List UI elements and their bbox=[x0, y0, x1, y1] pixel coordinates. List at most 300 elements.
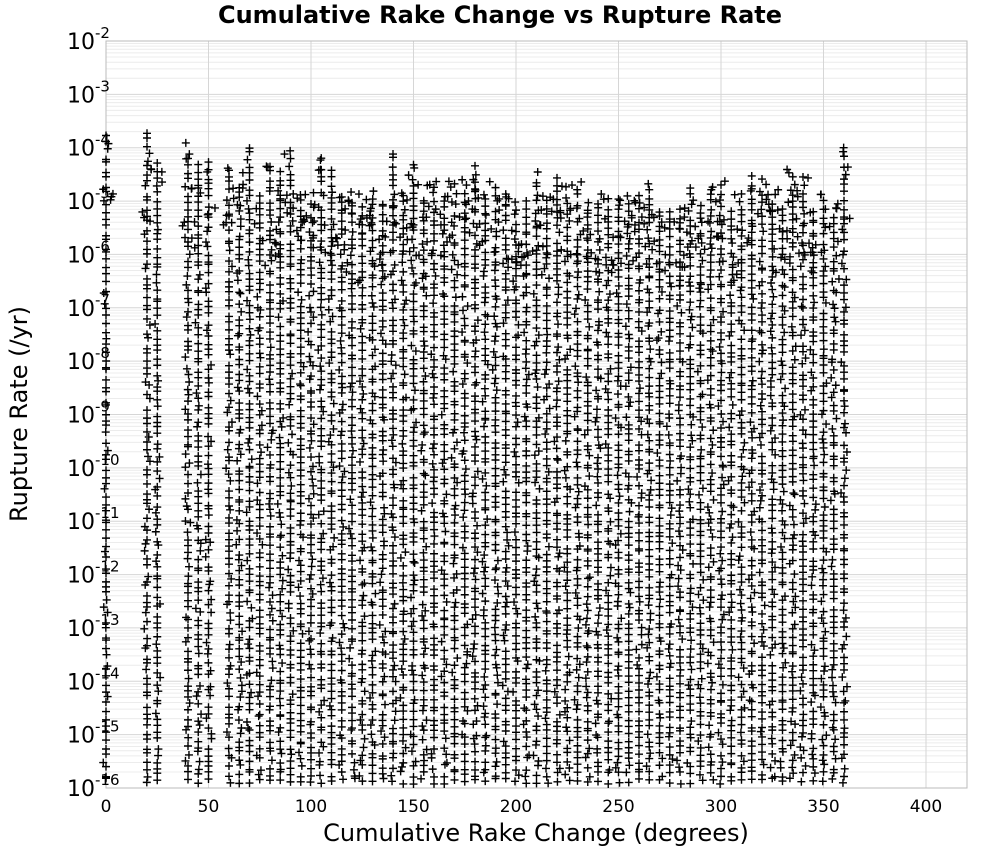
data-point bbox=[420, 556, 428, 564]
data-point bbox=[143, 349, 151, 357]
data-point bbox=[379, 386, 387, 394]
data-point bbox=[439, 230, 447, 238]
data-point bbox=[389, 415, 397, 423]
data-point bbox=[369, 454, 377, 462]
data-point bbox=[225, 390, 233, 398]
data-point bbox=[604, 340, 612, 348]
data-point bbox=[410, 741, 418, 749]
data-point bbox=[626, 604, 634, 612]
data-point bbox=[268, 604, 276, 612]
data-point bbox=[533, 404, 541, 412]
data-point bbox=[268, 756, 276, 764]
data-point bbox=[452, 599, 460, 607]
data-point bbox=[676, 706, 684, 714]
data-point bbox=[420, 768, 428, 776]
data-point bbox=[253, 392, 261, 400]
data-point bbox=[481, 582, 489, 590]
data-point bbox=[328, 379, 336, 387]
data-point bbox=[429, 370, 437, 378]
data-point bbox=[632, 645, 640, 653]
data-point bbox=[666, 295, 674, 303]
data-point bbox=[502, 375, 510, 383]
data-point bbox=[184, 326, 192, 334]
data-point bbox=[317, 623, 325, 631]
data-point bbox=[545, 468, 553, 476]
data-point bbox=[287, 620, 295, 628]
data-point bbox=[410, 244, 418, 252]
data-point bbox=[185, 378, 193, 386]
data-point bbox=[338, 612, 346, 620]
data-point bbox=[246, 446, 254, 454]
data-point bbox=[369, 492, 377, 500]
data-point bbox=[277, 531, 285, 539]
data-point bbox=[615, 554, 623, 562]
data-point bbox=[656, 409, 664, 417]
data-point bbox=[184, 308, 192, 316]
data-point bbox=[317, 714, 325, 722]
data-point bbox=[615, 638, 623, 646]
data-point bbox=[369, 611, 377, 619]
data-point bbox=[562, 582, 570, 590]
data-point bbox=[656, 374, 664, 382]
data-point bbox=[676, 421, 684, 429]
data-point bbox=[502, 610, 510, 618]
data-point bbox=[594, 326, 602, 334]
data-point bbox=[153, 681, 161, 689]
data-point bbox=[369, 299, 377, 307]
data-point bbox=[235, 620, 243, 628]
data-point bbox=[316, 156, 324, 164]
data-point bbox=[625, 754, 633, 762]
data-point bbox=[318, 311, 326, 319]
data-point bbox=[480, 673, 488, 681]
data-point bbox=[543, 462, 551, 470]
data-point bbox=[238, 687, 246, 695]
data-point bbox=[276, 351, 284, 359]
data-point bbox=[604, 296, 612, 304]
data-point bbox=[400, 300, 408, 308]
data-point bbox=[235, 485, 243, 493]
data-point bbox=[500, 466, 508, 474]
data-point bbox=[297, 509, 305, 517]
data-point bbox=[296, 521, 304, 529]
data-point bbox=[616, 233, 624, 241]
data-point bbox=[604, 244, 612, 252]
data-point bbox=[430, 374, 438, 382]
data-point bbox=[338, 427, 346, 435]
data-point bbox=[676, 225, 684, 233]
data-point bbox=[194, 588, 202, 596]
data-point bbox=[360, 440, 368, 448]
data-point bbox=[194, 212, 202, 220]
data-point bbox=[224, 446, 232, 454]
data-point bbox=[421, 644, 429, 652]
data-point bbox=[328, 234, 336, 242]
data-point bbox=[194, 331, 202, 339]
data-point bbox=[407, 342, 415, 350]
data-point bbox=[461, 757, 469, 765]
data-point bbox=[686, 747, 694, 755]
data-point bbox=[666, 251, 674, 259]
data-point bbox=[328, 587, 336, 595]
data-point bbox=[657, 369, 665, 377]
data-point bbox=[615, 752, 623, 760]
data-point bbox=[522, 742, 530, 750]
data-point bbox=[306, 575, 314, 583]
data-point bbox=[656, 722, 664, 730]
data-column bbox=[138, 129, 155, 786]
data-point bbox=[328, 458, 336, 466]
data-point bbox=[568, 181, 576, 189]
data-point bbox=[369, 527, 377, 535]
data-point bbox=[635, 406, 643, 414]
data-point bbox=[348, 403, 356, 411]
data-point bbox=[246, 406, 254, 414]
data-point bbox=[275, 509, 283, 517]
data-point bbox=[143, 428, 151, 436]
data-point bbox=[481, 521, 489, 529]
data-point bbox=[440, 727, 448, 735]
data-point bbox=[553, 699, 561, 707]
data-point bbox=[102, 173, 110, 181]
data-point bbox=[531, 451, 539, 459]
data-point bbox=[636, 384, 644, 392]
data-point bbox=[389, 764, 397, 772]
data-point bbox=[205, 587, 213, 595]
data-point bbox=[276, 491, 284, 499]
data-point bbox=[553, 727, 561, 735]
data-point bbox=[615, 695, 623, 703]
data-point bbox=[493, 758, 501, 766]
data-point bbox=[553, 484, 561, 492]
data-point bbox=[543, 235, 551, 243]
data-point bbox=[358, 396, 366, 404]
data-point bbox=[553, 658, 561, 666]
data-point bbox=[398, 440, 406, 448]
data-point bbox=[359, 592, 367, 600]
data-point bbox=[225, 745, 233, 753]
data-point bbox=[234, 383, 242, 391]
data-point bbox=[461, 402, 469, 410]
data-point bbox=[294, 288, 302, 296]
data-point bbox=[327, 249, 335, 257]
data-point bbox=[645, 393, 653, 401]
data-point bbox=[644, 431, 652, 439]
data-point bbox=[287, 353, 295, 361]
data-point bbox=[615, 446, 623, 454]
data-point bbox=[369, 754, 377, 762]
data-point bbox=[623, 192, 631, 200]
data-point bbox=[399, 268, 407, 276]
data-point bbox=[586, 773, 594, 781]
data-point bbox=[102, 651, 110, 659]
data-point bbox=[144, 773, 152, 781]
data-point bbox=[102, 750, 110, 758]
data-point bbox=[656, 491, 664, 499]
data-point bbox=[607, 564, 615, 572]
data-point bbox=[338, 350, 346, 358]
data-point bbox=[534, 604, 542, 612]
data-point bbox=[553, 277, 561, 285]
data-point bbox=[461, 591, 469, 599]
data-point bbox=[635, 592, 643, 600]
data-point bbox=[153, 245, 161, 253]
data-point bbox=[458, 293, 466, 301]
data-point bbox=[420, 567, 428, 575]
data-point bbox=[615, 364, 623, 372]
data-point bbox=[440, 704, 448, 712]
data-point bbox=[533, 431, 541, 439]
data-point bbox=[625, 610, 633, 618]
data-point bbox=[244, 724, 252, 732]
data-point bbox=[194, 288, 202, 296]
data-point bbox=[574, 426, 582, 434]
data-point bbox=[377, 329, 385, 337]
data-point bbox=[235, 361, 243, 369]
data-point bbox=[348, 501, 356, 509]
data-point bbox=[451, 768, 459, 776]
data-point bbox=[563, 727, 571, 735]
data-point bbox=[604, 490, 612, 498]
data-point bbox=[142, 665, 150, 673]
data-point bbox=[594, 204, 602, 212]
data-point bbox=[492, 546, 500, 554]
data-point bbox=[533, 182, 541, 190]
data-point bbox=[522, 706, 530, 714]
data-point bbox=[461, 283, 469, 291]
data-point bbox=[227, 397, 235, 405]
data-point bbox=[225, 762, 233, 770]
data-point bbox=[449, 251, 457, 259]
data-point bbox=[656, 603, 664, 611]
data-point bbox=[676, 240, 684, 248]
data-point bbox=[143, 603, 151, 611]
data-point bbox=[471, 327, 479, 335]
data-point bbox=[653, 449, 661, 457]
data-point bbox=[462, 660, 470, 668]
data-point bbox=[594, 227, 602, 235]
data-point bbox=[635, 537, 643, 545]
data-point bbox=[235, 399, 243, 407]
data-point bbox=[267, 343, 275, 351]
data-point bbox=[430, 230, 438, 238]
data-point bbox=[369, 326, 377, 334]
data-point bbox=[615, 499, 623, 507]
data-point bbox=[410, 379, 418, 387]
data-point bbox=[461, 190, 469, 198]
data-point bbox=[471, 758, 479, 766]
data-point bbox=[574, 273, 582, 281]
data-point bbox=[686, 531, 694, 539]
data-point bbox=[338, 588, 346, 596]
data-point bbox=[606, 572, 614, 580]
data-point bbox=[276, 533, 284, 541]
data-point bbox=[604, 780, 612, 788]
data-point bbox=[287, 304, 295, 312]
data-point bbox=[297, 196, 305, 204]
data-point bbox=[451, 502, 459, 510]
data-point bbox=[369, 671, 377, 679]
data-point bbox=[563, 390, 571, 398]
data-point bbox=[317, 538, 325, 546]
data-point bbox=[481, 195, 489, 203]
data-point bbox=[276, 631, 284, 639]
data-point bbox=[625, 292, 633, 300]
data-point bbox=[184, 693, 192, 701]
data-point bbox=[143, 177, 151, 185]
data-point bbox=[686, 464, 694, 472]
data-point bbox=[357, 325, 365, 333]
data-point bbox=[399, 288, 407, 296]
data-point bbox=[307, 650, 315, 658]
data-point bbox=[563, 412, 571, 420]
data-point bbox=[225, 346, 233, 354]
data-point bbox=[471, 595, 479, 603]
data-point bbox=[616, 492, 624, 500]
data-point bbox=[152, 640, 160, 648]
data-point bbox=[194, 779, 202, 787]
data-point bbox=[522, 521, 530, 529]
data-point bbox=[346, 644, 354, 652]
data-point bbox=[481, 625, 489, 633]
data-point bbox=[246, 487, 254, 495]
data-point bbox=[398, 763, 406, 771]
data-point bbox=[626, 398, 634, 406]
data-point bbox=[399, 715, 407, 723]
data-point bbox=[461, 609, 469, 617]
data-point bbox=[307, 280, 315, 288]
data-point bbox=[493, 386, 501, 394]
data-point bbox=[358, 637, 366, 645]
data-point bbox=[328, 608, 336, 616]
data-point bbox=[461, 412, 469, 420]
data-point bbox=[522, 350, 530, 358]
data-point bbox=[512, 402, 520, 410]
data-point bbox=[154, 377, 162, 385]
data-point bbox=[399, 464, 407, 472]
data-point bbox=[348, 709, 356, 717]
data-point bbox=[686, 628, 694, 636]
data-point bbox=[512, 707, 520, 715]
data-point bbox=[399, 657, 407, 665]
data-point bbox=[102, 428, 110, 436]
data-point bbox=[531, 700, 539, 708]
data-point bbox=[481, 574, 489, 582]
data-point bbox=[430, 291, 438, 299]
data-point bbox=[635, 775, 643, 783]
data-point bbox=[553, 751, 561, 759]
data-point bbox=[225, 427, 233, 435]
data-point bbox=[604, 333, 612, 341]
data-point bbox=[276, 724, 284, 732]
data-point bbox=[676, 339, 684, 347]
data-point bbox=[420, 480, 428, 488]
data-point bbox=[266, 693, 274, 701]
data-point bbox=[358, 355, 366, 363]
data-point bbox=[194, 394, 202, 402]
data-point bbox=[584, 778, 592, 786]
data-point bbox=[428, 499, 436, 507]
data-point bbox=[307, 271, 315, 279]
data-point bbox=[276, 195, 284, 203]
data-point bbox=[143, 703, 151, 711]
data-point bbox=[185, 298, 193, 306]
data-point bbox=[492, 353, 500, 361]
data-point bbox=[604, 612, 612, 620]
data-point bbox=[410, 182, 418, 190]
data-point bbox=[594, 528, 602, 536]
data-point bbox=[493, 671, 501, 679]
data-point bbox=[410, 773, 418, 781]
data-point bbox=[338, 440, 346, 448]
data-point bbox=[317, 414, 325, 422]
data-point bbox=[614, 602, 622, 610]
data-point bbox=[522, 389, 530, 397]
data-point bbox=[574, 716, 582, 724]
data-point bbox=[328, 339, 336, 347]
data-point bbox=[451, 256, 459, 264]
data-point bbox=[359, 390, 367, 398]
data-point bbox=[223, 679, 231, 687]
data-column bbox=[629, 192, 649, 783]
data-point bbox=[143, 561, 151, 569]
data-point bbox=[301, 191, 309, 199]
data-point bbox=[317, 442, 325, 450]
data-point bbox=[543, 644, 551, 652]
data-point bbox=[143, 305, 151, 313]
data-point bbox=[574, 688, 582, 696]
data-point bbox=[666, 233, 674, 241]
data-point bbox=[666, 399, 674, 407]
data-point bbox=[499, 226, 507, 234]
data-point bbox=[379, 493, 387, 501]
data-point bbox=[235, 330, 243, 338]
data-point bbox=[397, 554, 405, 562]
data-point bbox=[533, 191, 541, 199]
data-point bbox=[574, 394, 582, 402]
data-point bbox=[399, 671, 407, 679]
data-point bbox=[554, 320, 562, 328]
data-point bbox=[459, 380, 467, 388]
data-point bbox=[288, 370, 296, 378]
data-point bbox=[419, 378, 427, 386]
data-point bbox=[307, 571, 315, 579]
data-point bbox=[197, 710, 205, 718]
data-point bbox=[441, 528, 449, 536]
data-point bbox=[492, 303, 500, 311]
data-point bbox=[667, 659, 675, 667]
data-point bbox=[143, 778, 151, 786]
data-point bbox=[440, 320, 448, 328]
data-point bbox=[480, 423, 488, 431]
data-point bbox=[143, 480, 151, 488]
data-point bbox=[461, 436, 469, 444]
data-point bbox=[369, 407, 377, 415]
data-point bbox=[399, 707, 407, 715]
data-point bbox=[266, 650, 274, 658]
data-point bbox=[316, 386, 324, 394]
data-point bbox=[512, 441, 520, 449]
data-point bbox=[449, 560, 457, 568]
data-point bbox=[430, 321, 438, 329]
data-point bbox=[153, 198, 161, 206]
data-point bbox=[563, 748, 571, 756]
data-point bbox=[615, 485, 623, 493]
data-point bbox=[430, 780, 438, 788]
data-point bbox=[225, 288, 233, 296]
data-point bbox=[403, 196, 411, 204]
data-point bbox=[645, 496, 653, 504]
